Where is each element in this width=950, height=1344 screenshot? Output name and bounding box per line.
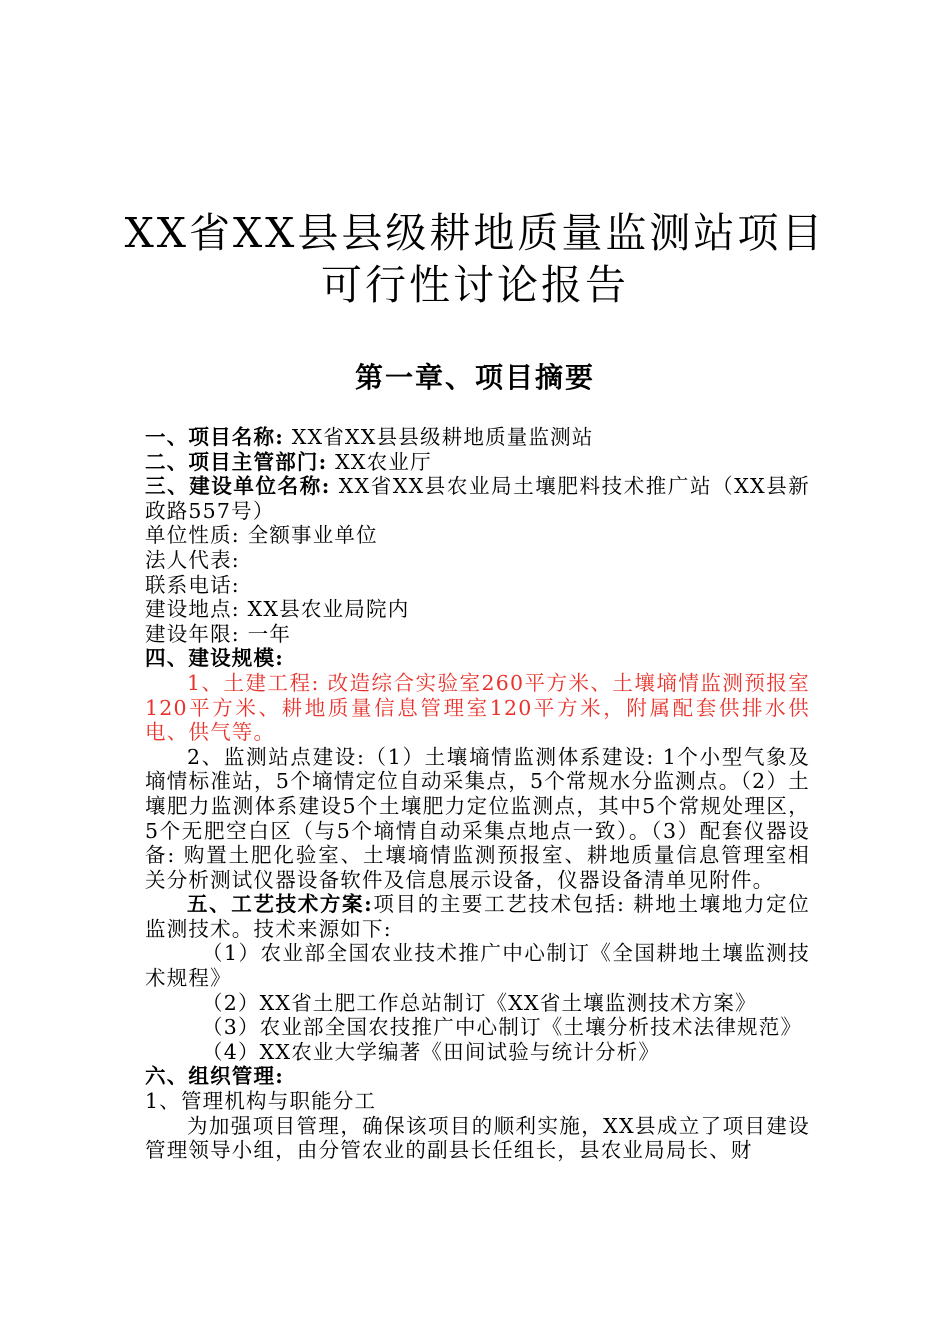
tech-source-4: （4）XX农业大学编著《田间试验与统计分析》: [202, 1039, 661, 1064]
contact-phone: 联系电话:: [145, 572, 240, 597]
org-label: 六、组织管理:: [145, 1064, 284, 1089]
builder-line: [145, 474, 810, 523]
org-paragraph: 为加强项目管理，确保该项目的顺利实施，XX县成立了项目建设管理领导小组，由分管农业的副县长任组长，县农业局局长、财: [145, 1113, 810, 1163]
tech-source-3: （3）农业部全国农技推广中心制订《土壤分析技术法律规范》: [202, 1015, 803, 1040]
department-label: 二、项目主管部门:: [145, 449, 328, 474]
document-title-line-2: 可行性讨论报告: [321, 261, 629, 309]
org-subheading: 1、管理机构与职能分工: [145, 1089, 377, 1114]
tech-source-1: （1）农业部全国农业技术推广中心制订《全国耕地土壤监测技术规程》: [145, 941, 810, 991]
scale-item-2: [145, 745, 810, 893]
builder-value: XX省XX县农业局土壤肥料技术推广站（XX县新政路557号）: [145, 474, 810, 523]
builder-label: 三、建设单位名称:: [145, 474, 331, 499]
document-body: [145, 425, 810, 1163]
project-name-value: XX省XX县县级耕地质量监测站: [291, 425, 594, 449]
document-title-line-1: XX省XX县县级耕地质量监测站项目: [124, 209, 826, 257]
scale-item-2-label: 2、监测站点建设:: [187, 744, 366, 769]
project-name-label: 一、项目名称:: [145, 425, 284, 449]
org-heading: [145, 1064, 810, 1089]
department-line: [145, 450, 810, 475]
build-period: 建设年限: 一年: [145, 621, 292, 646]
tech-source-2: （2）XX省土肥工作总站制订《XX省土壤监测技术方案》: [202, 990, 757, 1015]
tech-paragraph: [145, 892, 810, 941]
scale-label: 四、建设规模:: [145, 646, 284, 671]
project-name-line: [145, 425, 810, 450]
tech-text: 项目的主要工艺技术包括: 耕地土壤地力定位监测技术。技术来源如下:: [145, 892, 811, 941]
chapter-heading: 第一章、项目摘要: [354, 361, 595, 394]
scale-item-2-text: （1）土壤墒情监测体系建设: 1个小型气象及墒情标准站，5个墒情定位自动采集点，5个常规水分监测点。（2）土壤肥力监测体系建设5个土壤肥力定位监测点，其中5个常规处理区，5个无肥空白区（与5个墒情自动采集点地点一致）。（3）配套仪器设备: 购置土肥化验室、土壤墒情监测预报室、耕地质量信息管理室相关分析测试仪器设备软件及信息展示设备，仪器设备清单见附件。: [145, 744, 810, 892]
scale-heading: [145, 646, 810, 671]
unit-nature: 单位性质: 全额事业单位: [145, 523, 378, 548]
scale-item-1: 1、土建工程: 改造综合实验室260平方米、土壤墒情监测预报室120平方米、耕地质量信息管理室120平方米，附属配套供排水供电、供气等。: [145, 670, 810, 745]
build-location: 建设地点: XX县农业局院内: [145, 597, 410, 622]
tech-label: 五、工艺技术方案:: [187, 892, 373, 917]
legal-representative: 法人代表:: [145, 547, 240, 572]
department-value: XX农业厅: [335, 449, 432, 474]
